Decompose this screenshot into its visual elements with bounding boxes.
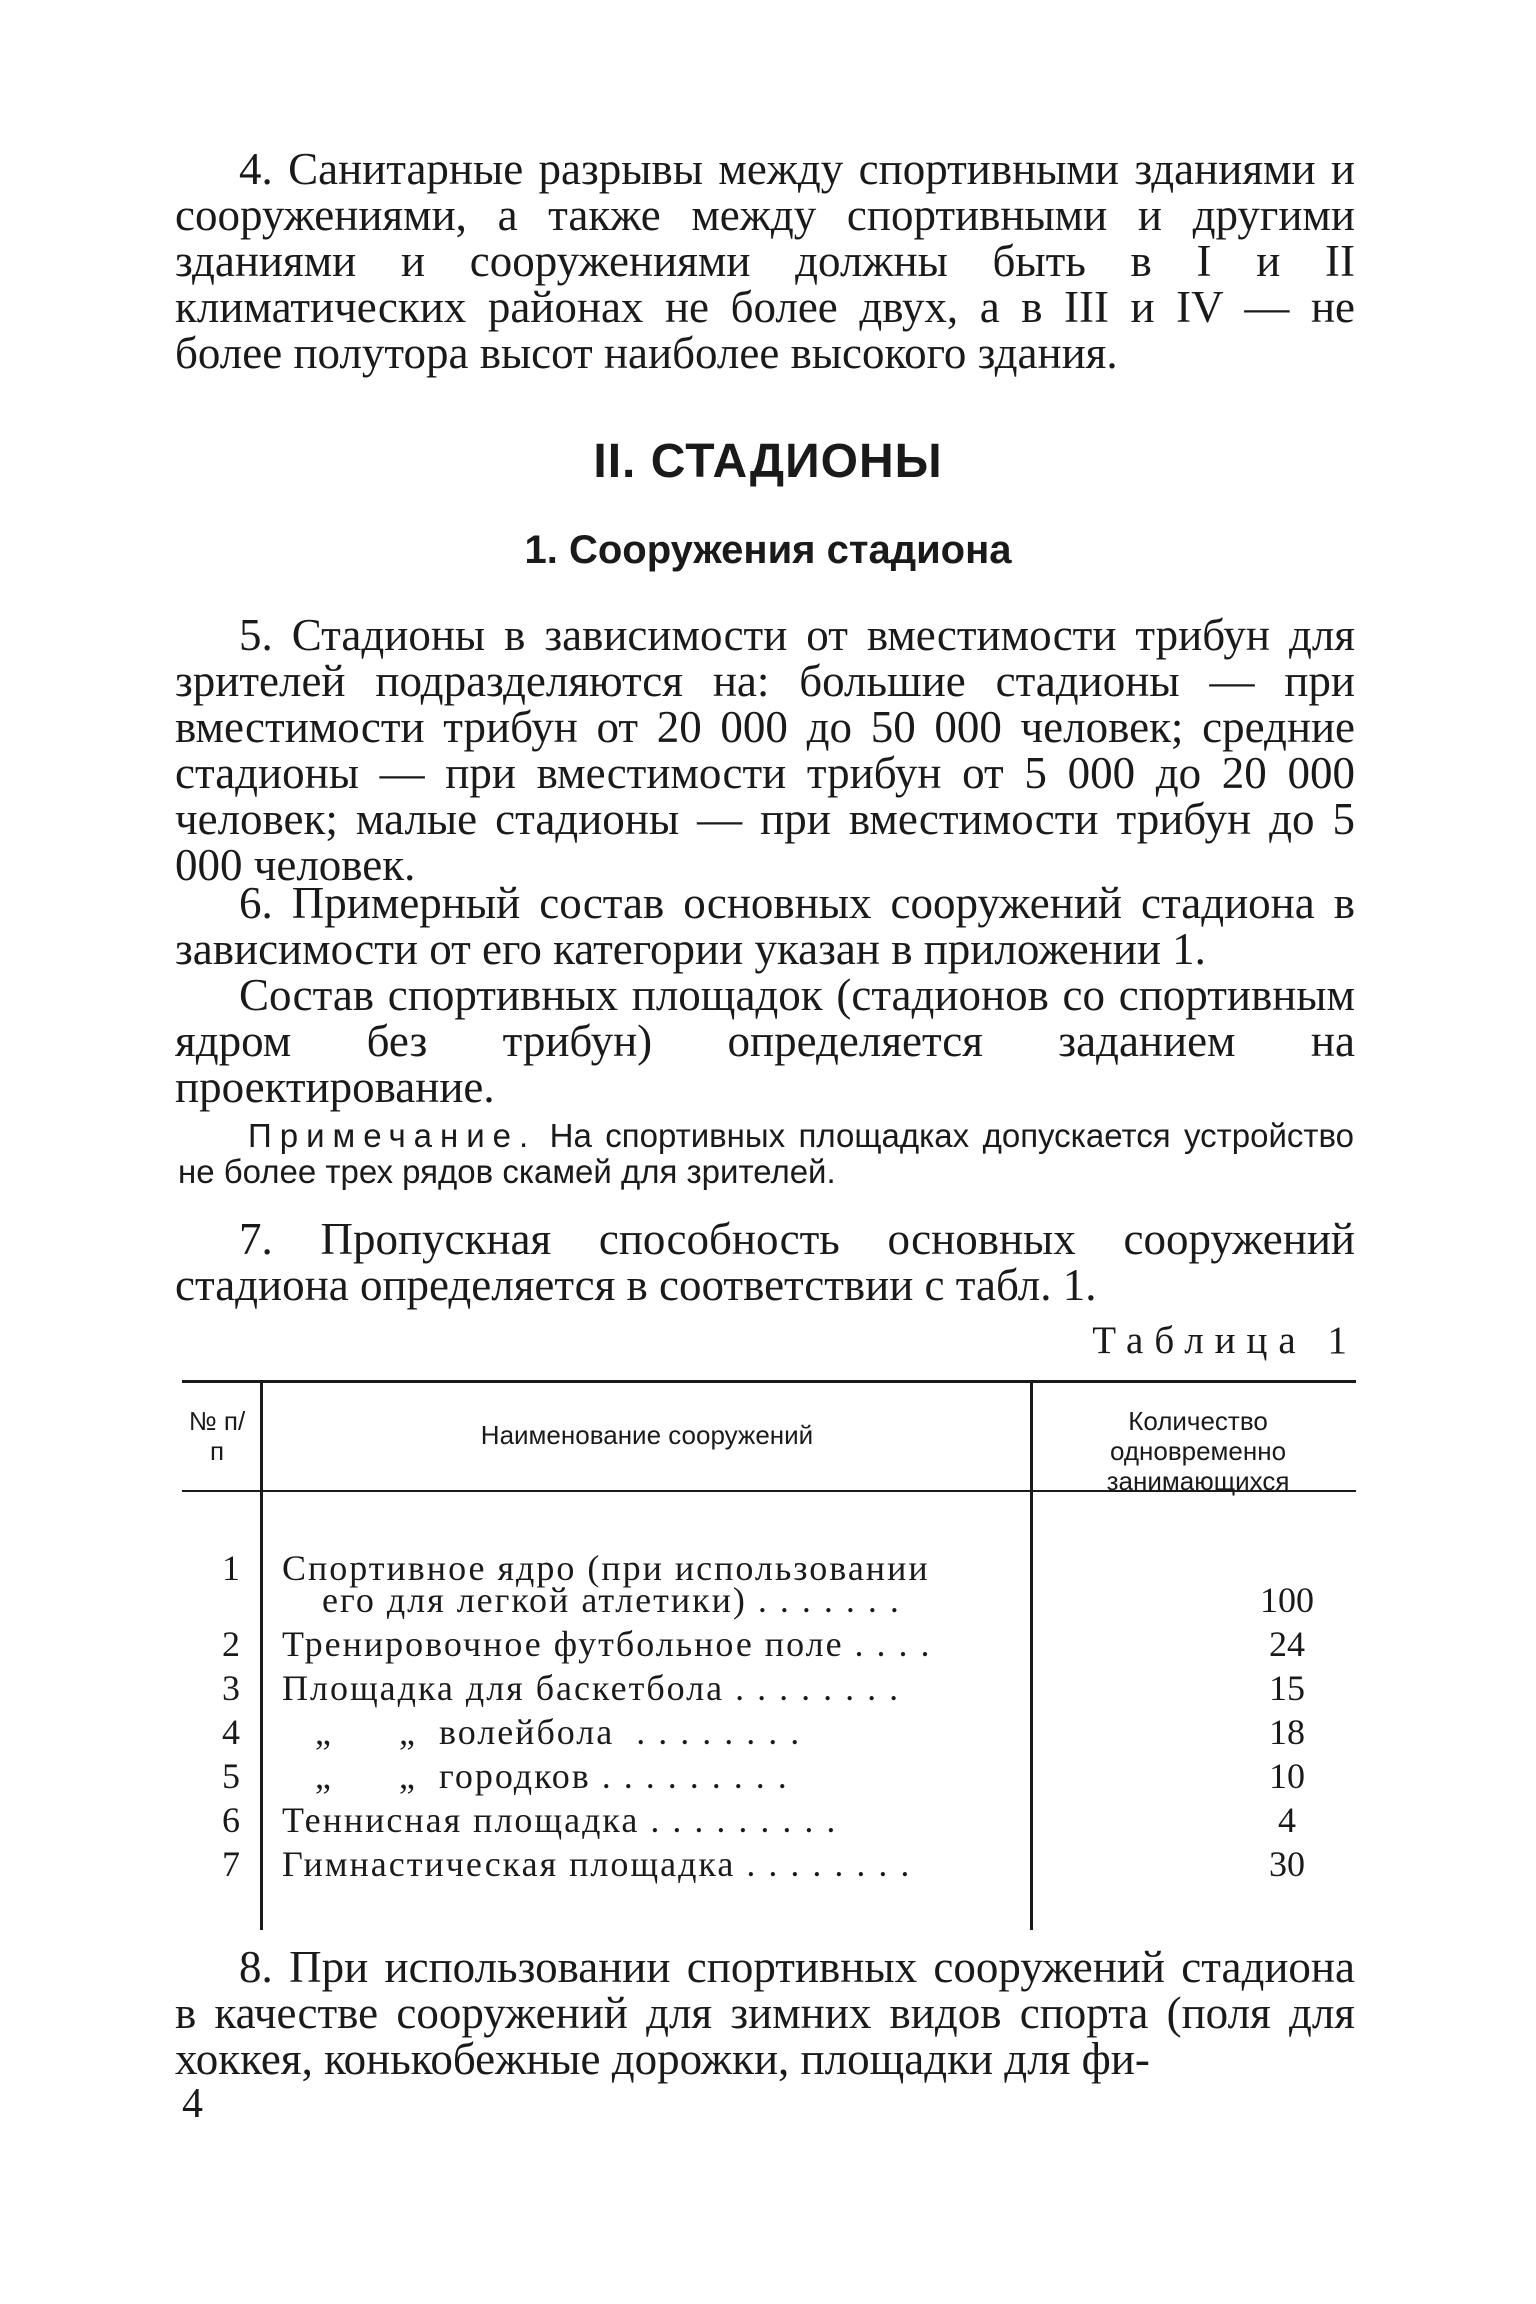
row-name-cont: его для легкой атлетики) . . . . . . . (322, 1580, 901, 1620)
row-qty: 100 (1260, 1580, 1314, 1620)
row-name: „ „ волейбола . . . . . . . . (282, 1712, 802, 1752)
row-qty: 10 (1269, 1756, 1305, 1796)
paragraph-6b-text: Состав спортивных площадок (стадионов со спортивным ядром без трибун) определяется заданием на проектирование. (175, 970, 1355, 1112)
row-num: 6 (222, 1800, 240, 1840)
page-number: 4 (182, 2081, 203, 2127)
section-title: II. СТАДИОНЫ (593, 435, 943, 488)
paragraph-5-text: 5. Стадионы в зависимости от вместимости трибун для зрителей подразделяются на: большие стадионы — при вместимости трибун от 20 000 до 50 000 человек; средние стадионы — при вместимости трибун от 5 000 до 20 000 человек; малые стадионы — при вместимости трибун до 5 000 человек. (175, 610, 1355, 890)
table-row (182, 1666, 1356, 1710)
row-name: Теннисная площадка . . . . . . . . . (282, 1800, 838, 1840)
note-text: На спортивных площадках допускается устройство не более трех рядов скамей для зрителей. (178, 1117, 1355, 1190)
row-name: Спортивное ядро (при использовании (282, 1548, 930, 1588)
paragraph-6 (175, 880, 1355, 972)
note-label: Примечание. (248, 1117, 537, 1154)
paragraph-4-text: 4. Санитарные разрывы между спортивными зданиями и сооружениями, а также между спортивными и другими зданиями и сооружениями должны быть в I и II климатических районах не более двух, а в III и IV — не более полутора высот наиболее высокого здания. (175, 144, 1355, 378)
table-row (182, 1842, 1356, 1886)
paragraph-8 (175, 1944, 1355, 2082)
paragraph-6-text: 6. Примерный состав основных сооружений стадиона в зависимости от его категории указан в приложении 1. (175, 878, 1355, 974)
table-top-rule (182, 1380, 1356, 1383)
paragraph-5 (175, 612, 1355, 888)
row-num: 1 (222, 1548, 240, 1588)
table-row-continuation (182, 1578, 1356, 1622)
paragraph-4 (175, 146, 1355, 376)
subsection-title: 1. Сооружения стадиона (524, 528, 1012, 572)
header-num: № п/п (188, 1406, 246, 1466)
row-num: 4 (222, 1712, 240, 1752)
row-num: 5 (222, 1756, 240, 1796)
row-qty: 30 (1269, 1844, 1305, 1884)
table-row (182, 1798, 1356, 1842)
row-name: Гимнастическая площадка . . . . . . . . (282, 1844, 912, 1884)
row-qty: 18 (1269, 1712, 1305, 1752)
row-qty: 15 (1269, 1668, 1305, 1708)
row-name: Тренировочное футбольное поле . . . . (282, 1624, 932, 1664)
paragraph-6b (175, 972, 1355, 1110)
row-qty: 24 (1269, 1624, 1305, 1664)
table-row (182, 1710, 1356, 1754)
paragraph-7-text: 7. Пропускная способность основных сооружений стадиона определяется в соответствии с табл. 1. (175, 1214, 1355, 1310)
table-row (182, 1622, 1356, 1666)
row-num: 2 (222, 1624, 240, 1664)
paragraph-8-text: 8. При использовании спортивных сооружений стадиона в качестве сооружений для зимних видов спорта (поля для хоккея, конькобежные дорожки, площадки для фи- (175, 1942, 1355, 2084)
table-caption: Таблица 1 (1092, 1319, 1358, 1362)
note (178, 1118, 1354, 1190)
header-qty: Количество одновременно занимающихся (1106, 1406, 1290, 1496)
capacity-table (182, 1380, 1356, 1930)
row-num: 7 (222, 1844, 240, 1884)
header-name: Наименование сооружений (480, 1420, 814, 1450)
row-qty: 4 (1278, 1800, 1296, 1840)
paragraph-7 (175, 1216, 1355, 1308)
row-num: 3 (222, 1668, 240, 1708)
table-row (182, 1754, 1356, 1798)
row-name: „ „ городков . . . . . . . . . (282, 1756, 789, 1796)
row-name: Площадка для баскетбола . . . . . . . . (282, 1668, 901, 1708)
